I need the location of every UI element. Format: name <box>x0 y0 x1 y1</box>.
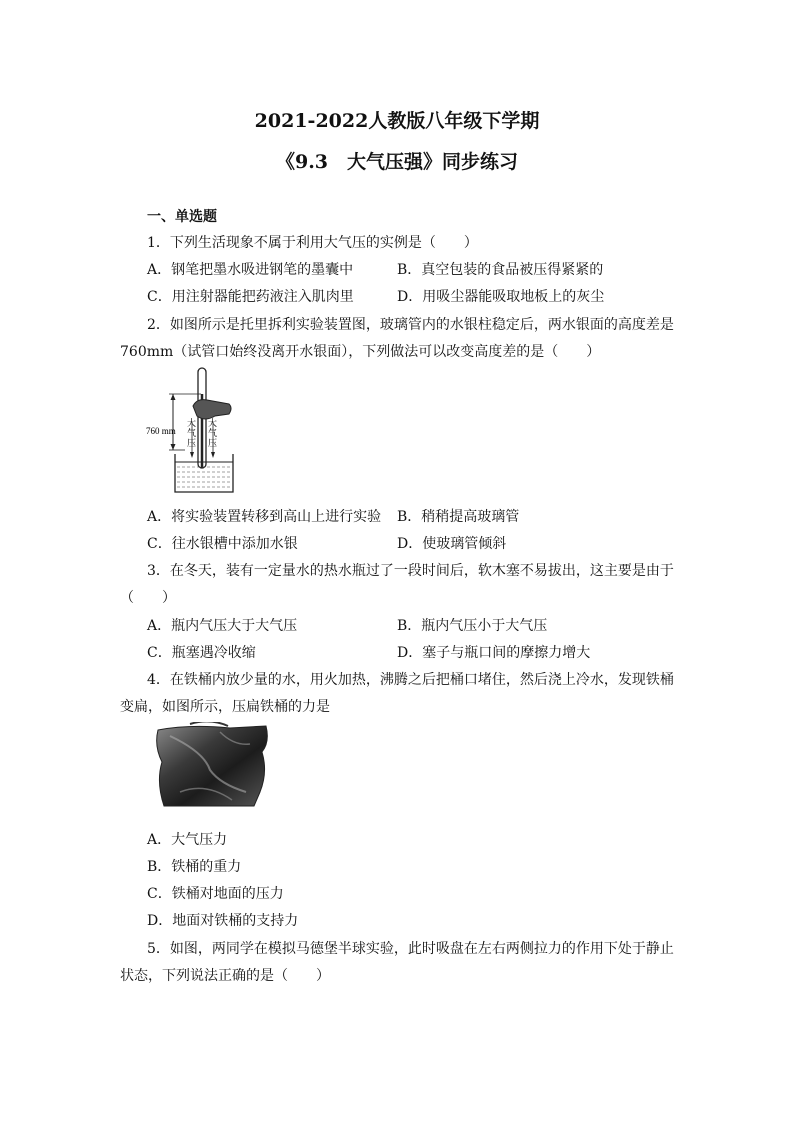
question-5-stem-line-1: 5．如图，两同学在模拟马德堡半球实验，此时吸盘在左右两侧拉力的作用下处于静止 <box>147 941 674 957</box>
air-pressure-right-2: 气 <box>208 428 218 438</box>
question-4-option-d: D．地面对铁桶的支持力 <box>147 913 299 929</box>
crushed-iron-bucket-image <box>150 722 272 810</box>
question-4-option-a: A．大气压力 <box>147 832 228 848</box>
question-2-stem-line-2: 760mm（试管口始终没离开水银面），下列做法可以改变高度差的是（ ） <box>120 344 601 360</box>
question-5-stem-line-2: 状态，下列说法正确的是（ ） <box>120 968 330 984</box>
question-1-option-b: B．真空包装的食品被压得紧紧的 <box>397 262 604 278</box>
question-3-option-c: C．瓶塞遇冷收缩 <box>147 645 256 661</box>
air-pressure-left-3: 压 <box>187 438 197 448</box>
question-2-option-c: C．往水银槽中添加水银 <box>147 536 298 552</box>
section-heading: 一、单选题 <box>147 209 217 225</box>
question-1-option-c: C．用注射器能把药液注入肌肉里 <box>147 289 354 305</box>
torricelli-experiment-figure <box>145 366 245 496</box>
question-4-stem-line-1: 4．在铁桶内放少量的水，用火加热，沸腾之后把桶口堵住，然后浇上冷水，发现铁桶 <box>147 672 674 688</box>
question-1-option-a: A．钢笔把墨水吸进钢笔的墨囊中 <box>147 262 354 278</box>
question-3-option-b: B．瓶内气压小于大气压 <box>397 618 548 634</box>
question-2-stem-line-1: 2．如图所示是托里拆利实验装置图，玻璃管内的水银柱稳定后，两水银面的高度差是 <box>147 317 674 333</box>
air-pressure-right-1: 大 <box>208 418 218 428</box>
air-pressure-right-3: 压 <box>208 438 218 448</box>
document-title: 2021-2022人教版八年级下学期 <box>254 110 540 132</box>
air-pressure-left-2: 气 <box>187 428 197 438</box>
document-subtitle: 《9.3 大气压强》同步练习 <box>275 151 519 173</box>
height-label: 760 mm <box>146 426 176 436</box>
question-4-stem-line-2: 变扁，如图所示，压扁铁桶的力是 <box>120 699 330 715</box>
question-1-stem: 1．下列生活现象不属于利用大气压的实例是（ ） <box>147 235 478 251</box>
question-3-option-a: A．瓶内气压大于大气压 <box>147 618 298 634</box>
question-2-option-a: A．将实验装置转移到高山上进行实验 <box>147 509 382 525</box>
question-2-option-d: D．使玻璃管倾斜 <box>397 536 507 552</box>
question-2-option-b: B．稍稍提高玻璃管 <box>397 509 520 525</box>
question-3-option-d: D．塞子与瓶口间的摩擦力增大 <box>397 645 591 661</box>
question-1-option-d: D．用吸尘器能吸取地板上的灰尘 <box>397 289 605 305</box>
question-4-option-c: C．铁桶对地面的压力 <box>147 886 284 902</box>
question-3-stem-line-2: （ ） <box>120 590 176 606</box>
air-pressure-left-1: 大 <box>187 418 197 428</box>
question-4-option-b: B．铁桶的重力 <box>147 859 242 875</box>
question-3-stem-line-1: 3．在冬天，装有一定量水的热水瓶过了一段时间后，软木塞不易拔出，这主要是由于 <box>147 563 674 579</box>
